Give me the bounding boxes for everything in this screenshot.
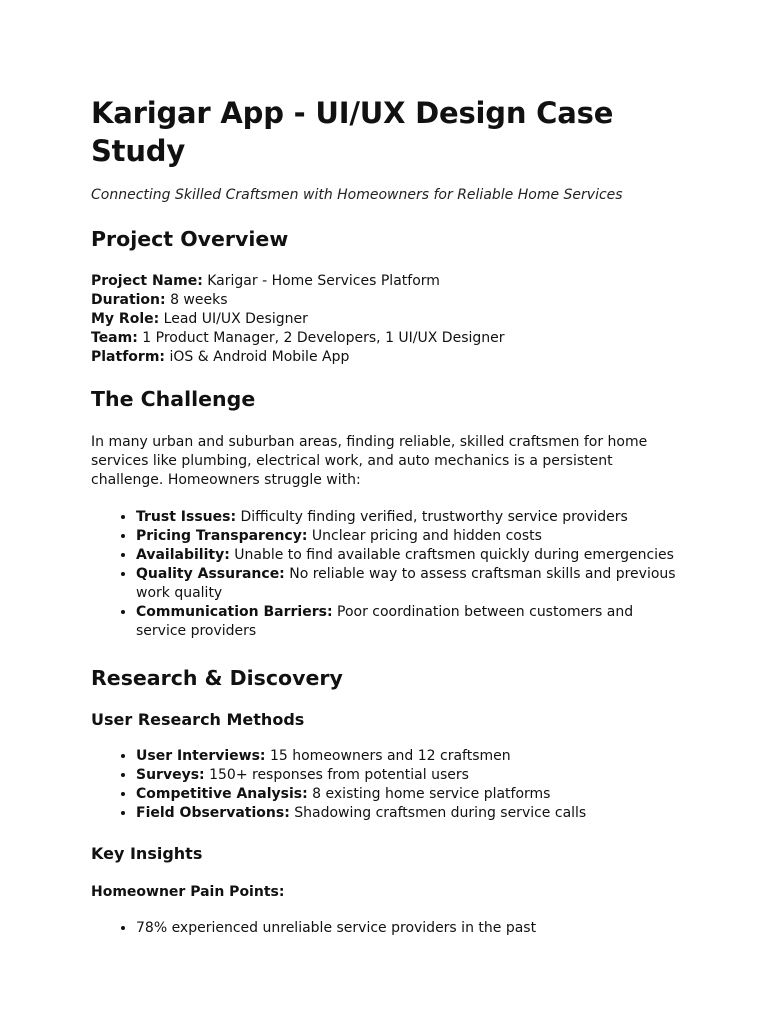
list-item-label: Availability: [136, 547, 230, 563]
list-item-text: 8 existing home service platforms [307, 786, 551, 802]
list-item-text: 15 homeowners and 12 craftsmen [265, 748, 511, 764]
overview-label: Duration: [91, 292, 166, 308]
challenge-intro: In many urban and suburban areas, finding reliable, skilled craftsmen for home services like plumbing, electrical work, and auto mechanics is a persistent challenge. Homeowners struggle with: [91, 434, 648, 488]
subsection-heading-methods: User Research Methods [91, 710, 305, 729]
list-item-label: Quality Assurance: [136, 566, 285, 582]
overview-value: iOS & Android Mobile App [165, 349, 350, 365]
page-title: Karigar App - UI/UX Design Case Study [91, 96, 614, 168]
list-item-label: Pricing Transparency: [136, 528, 308, 544]
overview-item-role [91, 310, 691, 329]
challenge-list [91, 508, 681, 641]
list-item-text: Unable to find available craftsmen quickly during emergencies [229, 547, 674, 563]
overview-label: My Role: [91, 311, 160, 327]
overview-value: Lead UI/UX Designer [159, 311, 308, 327]
pain-points-heading: Homeowner Pain Points: [91, 884, 285, 900]
list-item [136, 565, 681, 603]
overview-item-project-name [91, 272, 691, 291]
list-item [136, 546, 681, 565]
section-heading-overview: Project Overview [91, 227, 289, 251]
document-page [91, 94, 691, 938]
list-item [136, 804, 691, 823]
list-item-label: Field Observations: [136, 805, 290, 821]
list-item-text: Difficulty finding verified, trustworthy service providers [236, 509, 628, 525]
list-item-text: Shadowing craftsmen during service calls [289, 805, 587, 821]
list-item-text: No reliable way to assess craftsman skills and previous work quality [136, 566, 676, 601]
list-item-text: 150+ responses from potential users [204, 767, 469, 783]
overview-label: Platform: [91, 349, 165, 365]
list-item: • 78% experienced unreliable service providers in the past [136, 919, 691, 938]
list-item-text: Unclear pricing and hidden costs [307, 528, 542, 544]
section-heading-challenge: The Challenge [91, 387, 256, 411]
list-item [136, 603, 681, 641]
list-item [136, 527, 681, 546]
list-item-text: Poor coordination between customers and service providers [136, 604, 634, 639]
list-item-label: User Interviews: [136, 748, 266, 764]
list-item [136, 766, 691, 785]
pain-points-list [91, 919, 691, 938]
subsection-heading-insights: Key Insights [91, 844, 203, 863]
methods-list [91, 747, 691, 823]
list-item [136, 508, 681, 527]
overview-label: Team: [91, 330, 138, 346]
list-item-label: Communication Barriers: [136, 604, 333, 620]
section-heading-research: Research & Discovery [91, 666, 343, 690]
list-item [136, 785, 691, 804]
overview-list [91, 272, 691, 367]
overview-item-platform [91, 348, 691, 367]
overview-value: Karigar - Home Services Platform [202, 273, 440, 289]
list-item-label: Trust Issues: [136, 509, 237, 525]
overview-label: Project Name: [91, 273, 203, 289]
overview-item-team [91, 329, 691, 348]
list-item-label: Surveys: [136, 767, 205, 783]
overview-item-duration [91, 291, 691, 310]
list-item [136, 747, 691, 766]
page-subtitle: Connecting Skilled Craftsmen with Homeowners for Reliable Home Services [91, 187, 623, 203]
overview-value: 8 weeks [165, 292, 228, 308]
overview-value: 1 Product Manager, 2 Developers, 1 UI/UX Designer [137, 330, 505, 346]
list-item-label: Competitive Analysis: [136, 786, 308, 802]
